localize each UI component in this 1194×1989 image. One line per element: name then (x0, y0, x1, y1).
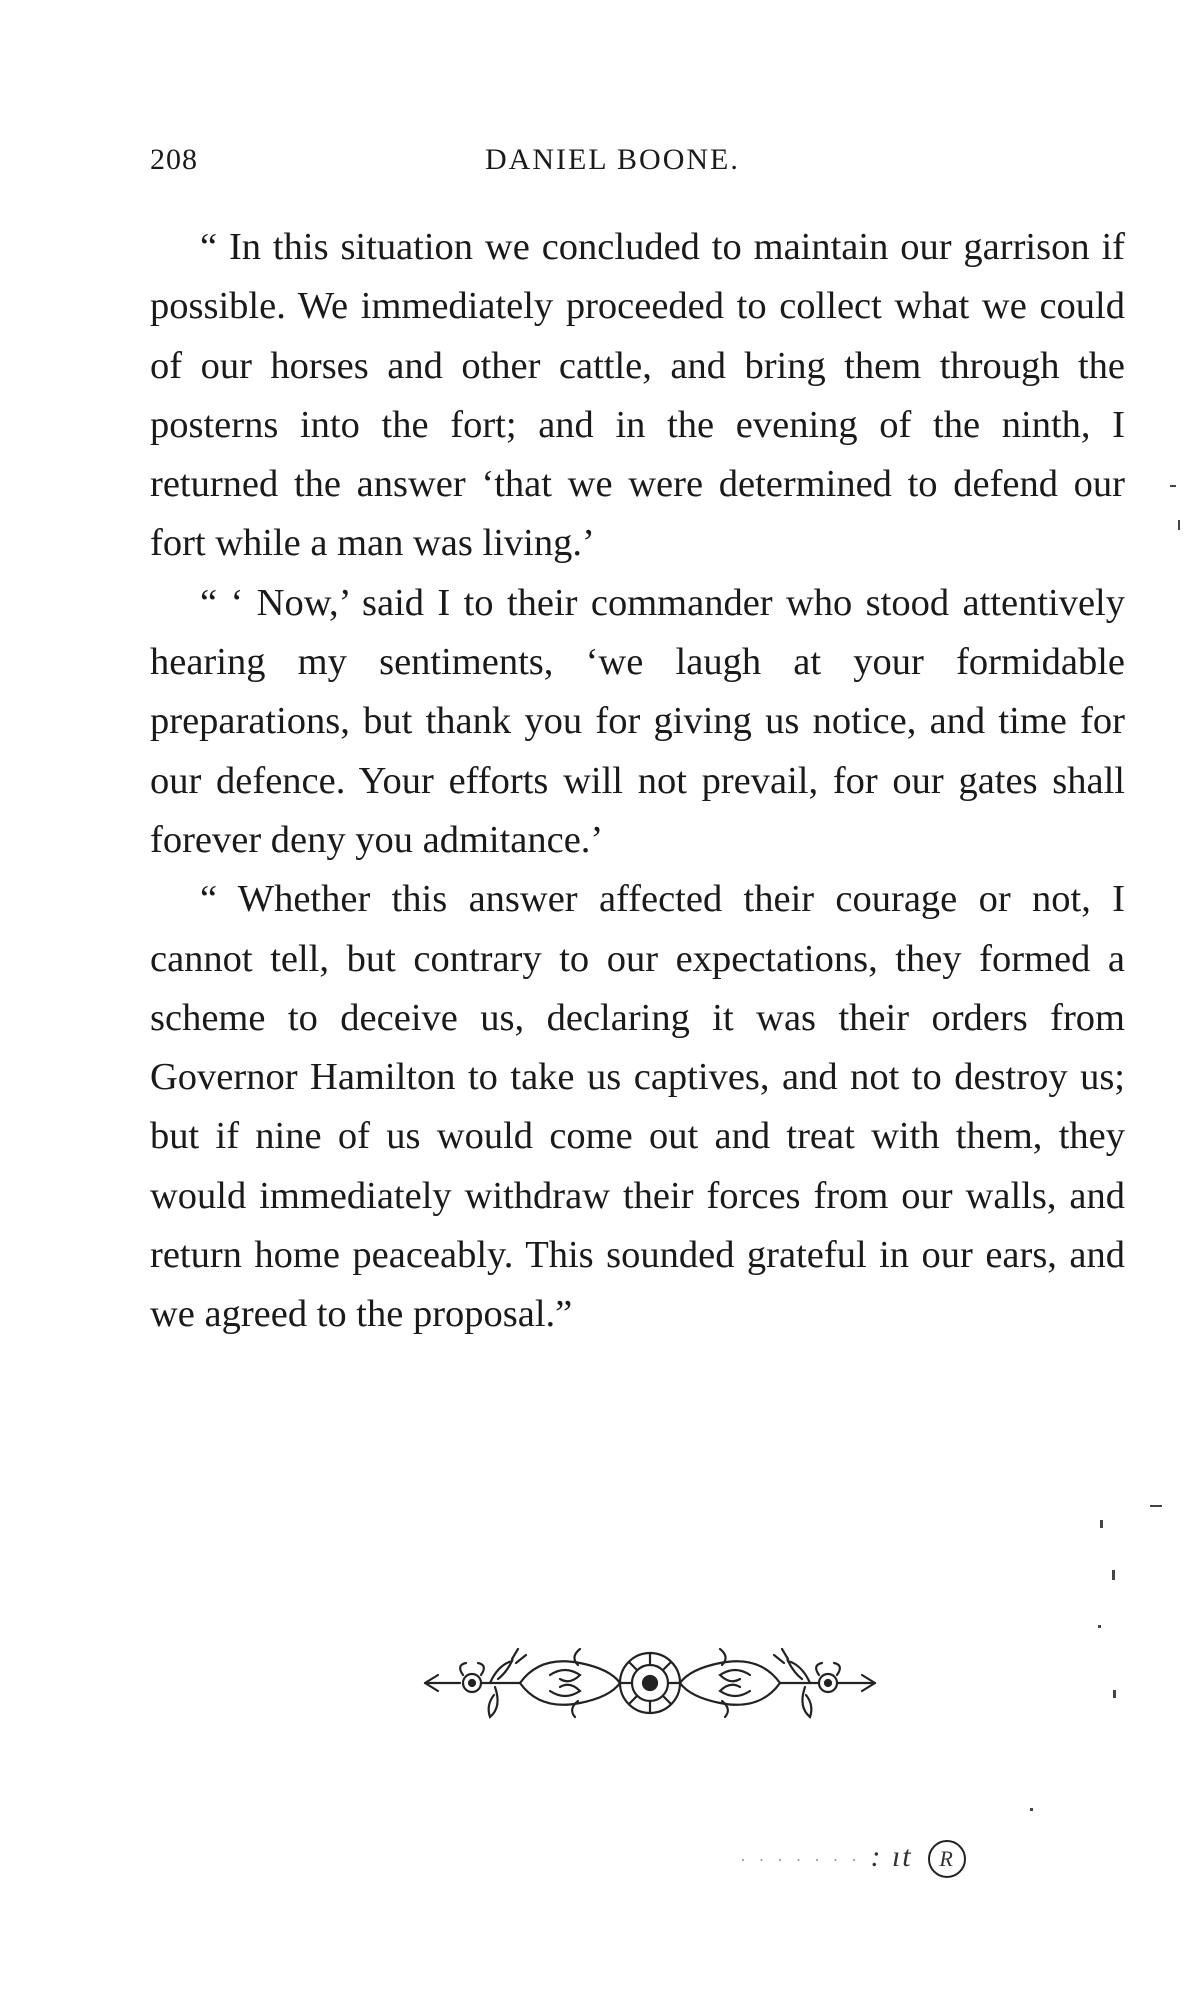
paragraph-2: “ ‘ Now,’ said I to their commander who stood attentively hearing my sentiments, ‘we laugh at your formidable preparations, but thank you for giving us notice, and time for our defence. Your efforts will not prevail, for our gates shall forever deny you admitance.’ (150, 581, 1125, 861)
running-title: DANIEL BOONE. (485, 143, 740, 176)
speck-mark (1112, 1570, 1115, 1580)
speck-mark (1170, 485, 1176, 487)
stamp-faint-text: · · · · · · · (740, 1850, 861, 1870)
speck-mark (1150, 1505, 1162, 1507)
body-text (150, 218, 1125, 1345)
decorative-ornament-icon (420, 1635, 880, 1730)
registered-mark-icon: R (928, 1840, 966, 1878)
speck-mark (1113, 1690, 1116, 1698)
speck-mark (1100, 1520, 1103, 1528)
stamp-text: : ıt (870, 1840, 913, 1873)
speck-mark (1098, 1625, 1101, 1628)
speck-mark (1178, 520, 1180, 530)
page-number: 208 (150, 143, 198, 176)
library-stamp (740, 1840, 966, 1884)
speck-mark (1030, 1808, 1033, 1811)
paragraph-1: “ In this situation we concluded to maintain our garrison if possible. We immediately proceeded to collect what we could of our horses and other cattle, and bring them through the posterns into the fort; and in the evening of the ninth, I returned the answer ‘that we were determined to defend our fort while a man was living.’ (150, 226, 1125, 565)
paragraph-3: “ Whether this answer affected their courage or not, I cannot tell, but contrary to our expectations, they formed a scheme to deceive us, declaring it was their orders from Governor Hamilton to take us captives, and not to destroy us; but if nine of us would come out and treat with them, they would immediately withdraw their forces from our walls, and return home peaceably. This sounded grateful in our ears, and we agreed to the proposal.” (150, 878, 1125, 1336)
running-head (150, 143, 1125, 183)
